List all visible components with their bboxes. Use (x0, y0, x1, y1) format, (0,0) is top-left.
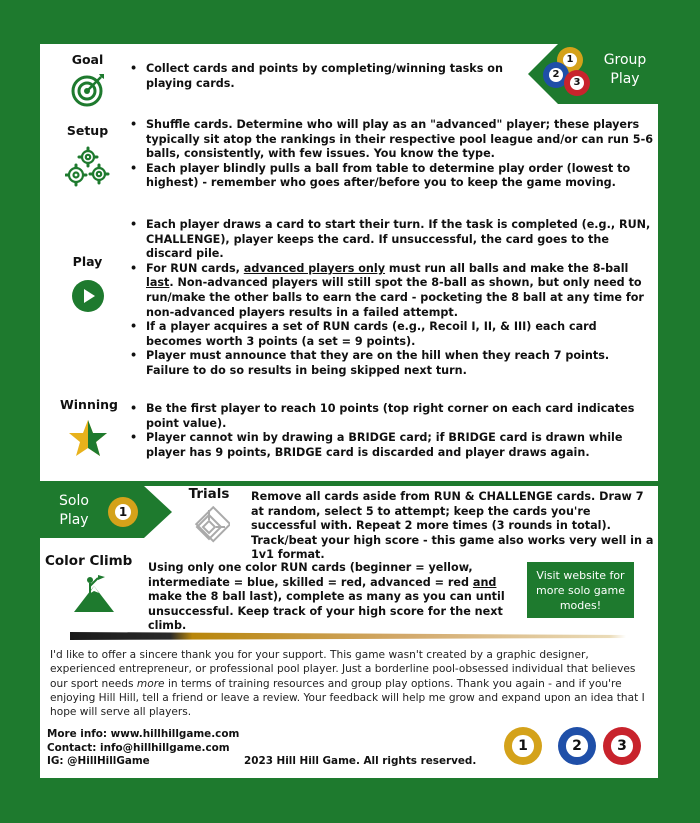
play-bullet: • If a player acquires a set of RUN cards (e.g., Recoil I, II, & III) each card becomes worth 3 points (a set = 9 points). (126, 320, 656, 349)
setup-bullet: • Shuffle cards. Determine who will play as an "advanced" player; these players typically sit atop the rankings in their respective pool league and/or can run 5-6 balls, consistently, with few issues. You know the type. (126, 118, 656, 162)
more-info-link[interactable]: More info: www.hillhillgame.com (47, 728, 240, 740)
star-icon (68, 418, 108, 458)
gears-icon (65, 144, 111, 188)
color-climb-label: Color Climb (45, 553, 133, 569)
play-label: Play (72, 254, 103, 269)
play-bullets (126, 218, 656, 379)
play-bullet: • Player must announce that they are on the hill when they reach 7 points. Failure to do so results in being skipped next turn. (126, 349, 656, 378)
winning-bullet: • Player cannot win by drawing a BRIDGE card; if BRIDGE card is drawn while player has 9 points, BRIDGE card is discarded and player draws again. (126, 431, 646, 460)
winning-label: Winning (59, 397, 118, 412)
setup-bullet: • Each player blindly pulls a ball from table to determine play order (lowest to highest) - remember who goes after/before you to keep the game moving. (126, 162, 656, 191)
trials-text: Remove all cards aside from RUN & CHALLENGE cards. Draw 7 at random, select 5 to attempt; keep the cards you're successful with. Repeat 2 more times (3 rounds in total). Track/beat your high score - this game also works very well in a 1v1 format. (251, 490, 654, 562)
trials-label: Trials (188, 486, 230, 502)
ball-3-icon: 3 (564, 70, 590, 96)
winning-bullet: • Be the first player to reach 10 points (top right corner on each card indicates point value). (126, 402, 646, 431)
cue-stick-icon (70, 631, 630, 641)
maze-icon (188, 506, 230, 548)
contact-email-link[interactable]: Contact: info@hillhillgame.com (47, 741, 230, 754)
play-bullet: • For RUN cards, advanced players only must run all balls and make the 8-ball last. Non-advanced players will still spot the 8-ball as shown, but only need to run/make the other balls to earn the card - pocketing the 8 ball at any time for non-advanced players results in a failed attempt. (126, 262, 656, 320)
solo-play-banner (40, 486, 176, 538)
ball-2-icon: 2 (543, 62, 569, 88)
winning-bullets (126, 402, 646, 460)
website-box-text: Visit website for more solo game modes! (536, 568, 625, 612)
setup-bullets (126, 118, 656, 191)
solo-play-title: Solo (59, 493, 89, 509)
copyright-text: 2023 Hill Hill Game. All rights reserved. (244, 755, 477, 767)
play-bullet: • Each player draws a card to start their turn. If the task is completed (e.g., RUN, CHALLENGE), player keeps the card. If unsuccessful, the card goes to the discard pile. (126, 218, 656, 262)
group-play-subtitle: Play (610, 71, 640, 87)
target-icon (70, 72, 106, 108)
ball-1-icon: 1 (557, 47, 583, 73)
instagram-handle[interactable]: IG: @HillHillGame (47, 755, 150, 767)
play-icon (72, 280, 104, 312)
solo-play-subtitle: Play (59, 512, 89, 528)
ball-1-icon: 1 (504, 727, 542, 765)
goal-label: Goal (71, 52, 104, 67)
website-box[interactable] (527, 562, 634, 618)
setup-label: Setup (66, 123, 109, 138)
ball-3-icon: 3 (603, 727, 641, 765)
ball-2-icon: 2 (558, 727, 596, 765)
group-play-title: Group (603, 52, 647, 68)
rules-card (40, 44, 658, 778)
goal-bullets (126, 62, 528, 91)
thank-you-text: I'd like to offer a sincere thank you for your support. This game wasn't created by a graphic designer, experienced entrepreneur, or professional pool player. Just a borderline pool-obsessed individual that believes our sport needs more in terms of training resources and group play options. Thank you again - and if you're enjoying Hill Hill, tell a friend or leave a review. Your feedback will help me grow and expand upon an idea that I hope will serve all players. (50, 649, 645, 719)
group-play-banner (528, 44, 658, 104)
goal-bullet: • Collect cards and points by completing/winning tasks on playing cards. (126, 62, 528, 91)
mountain-climber-icon (72, 574, 116, 614)
color-climb-text: Using only one color RUN cards (beginner = yellow, intermediate = blue, skilled = red, advanced = red and make the 8 ball last), complete as many as you can until unsuccessful. Keep track of your high score for the next climb. (148, 561, 505, 633)
ball-1-icon: 1 (108, 497, 138, 527)
